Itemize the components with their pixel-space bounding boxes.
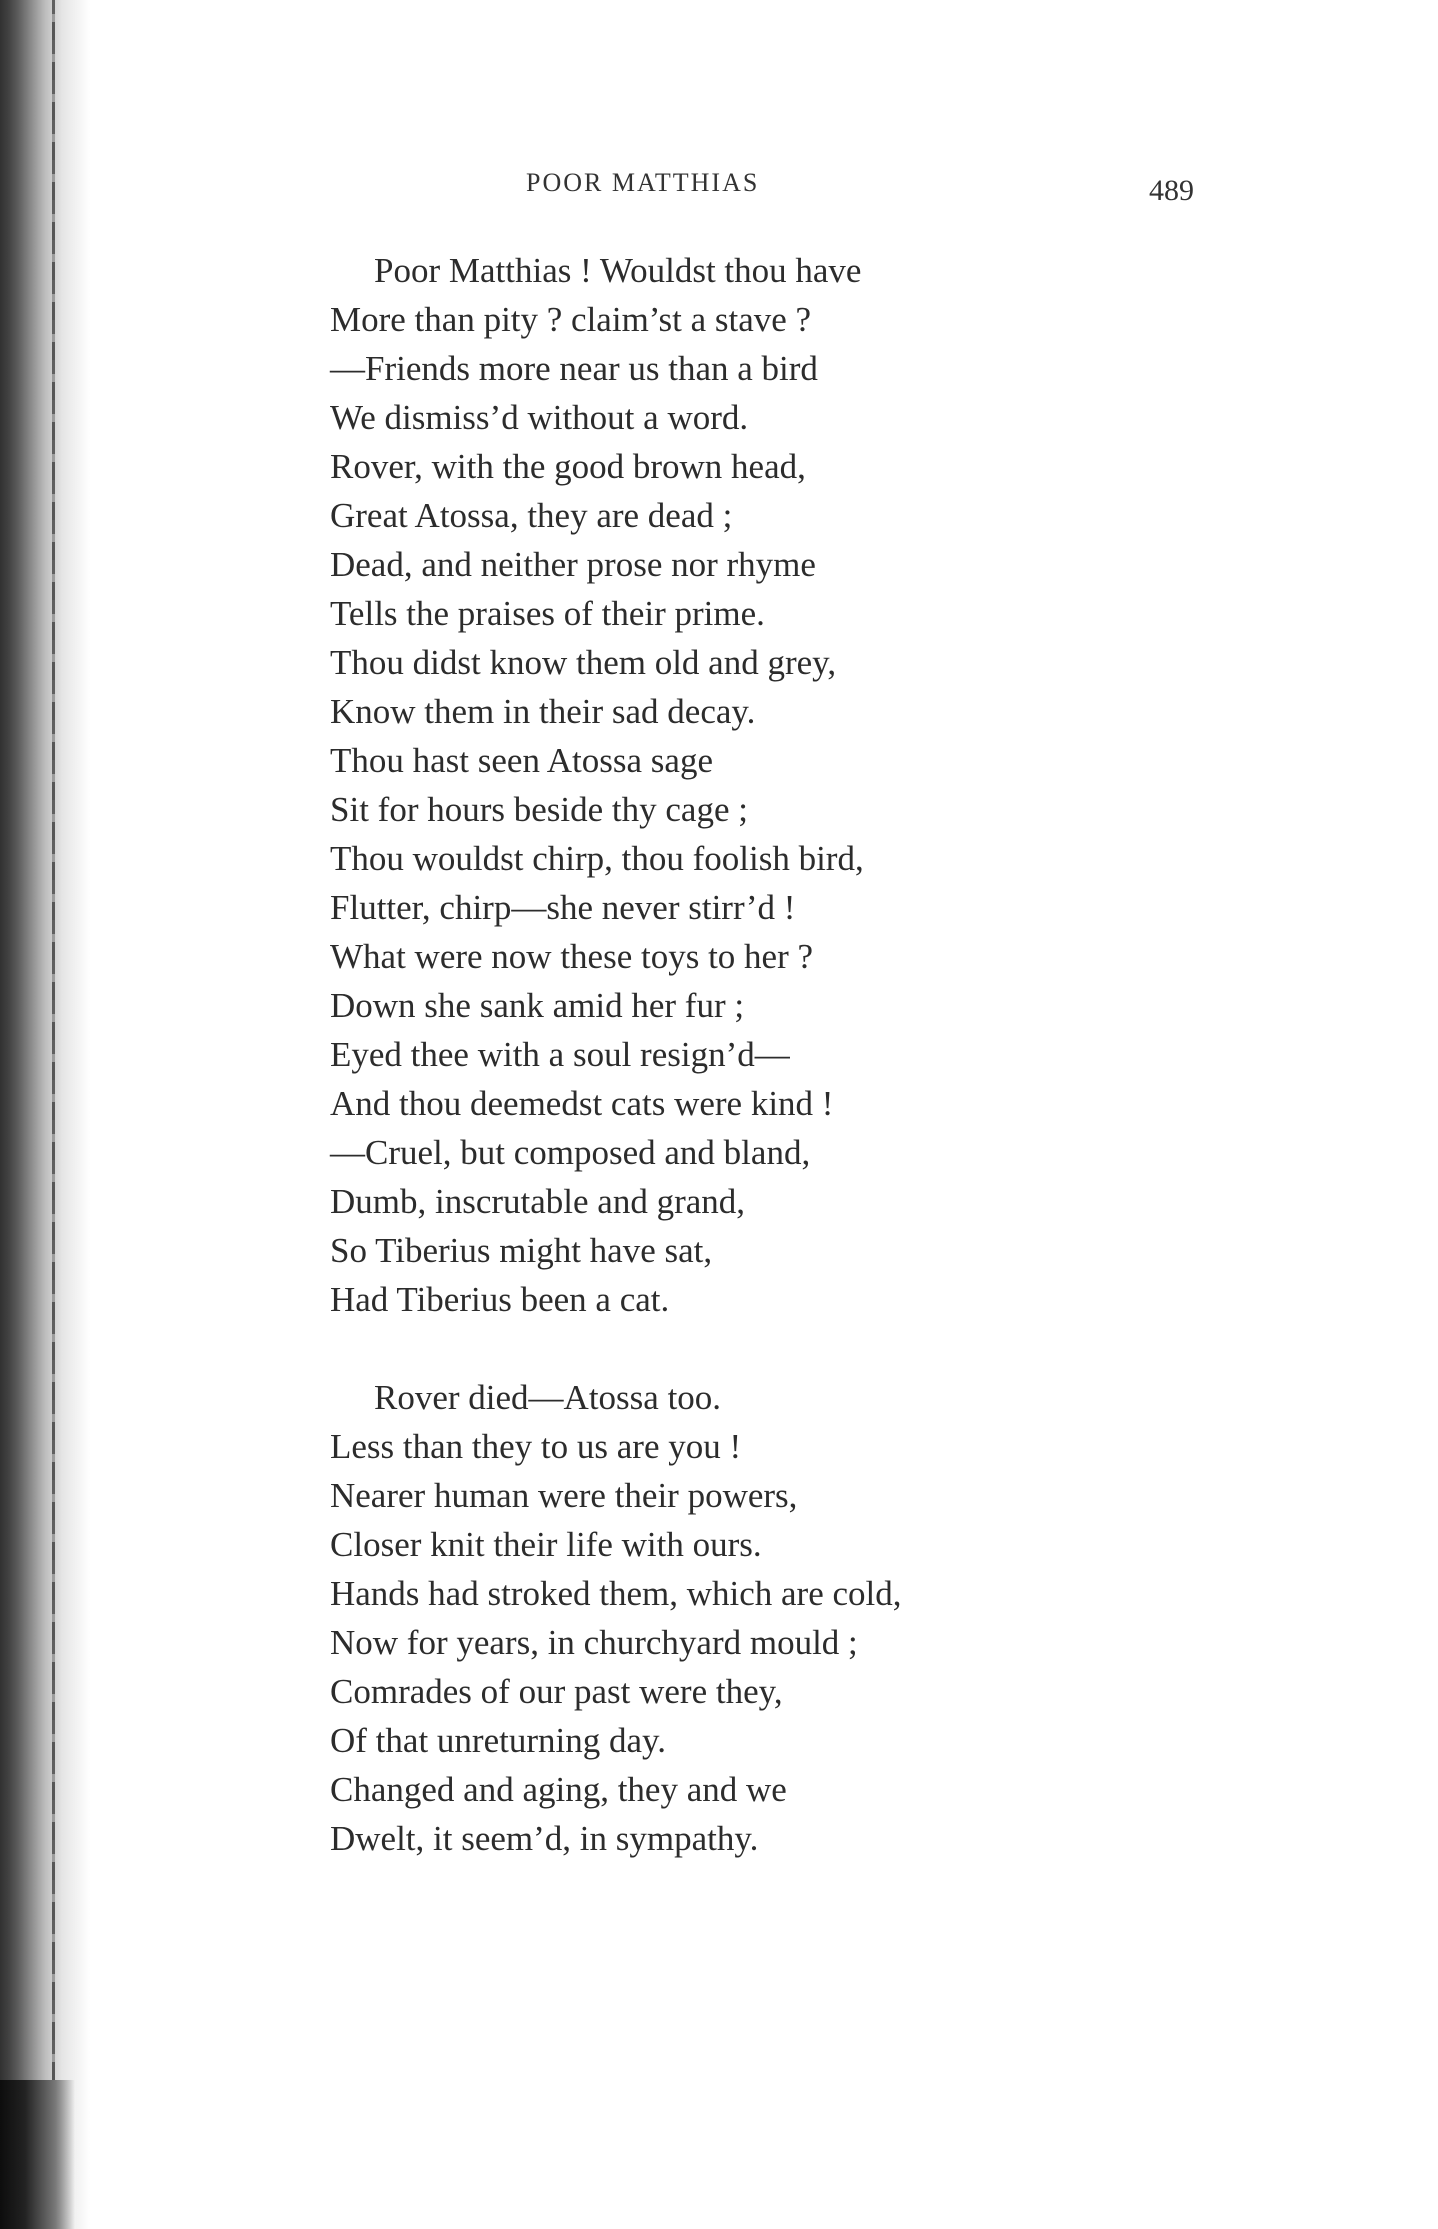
poem-line: Thou didst know them old and grey,	[330, 643, 837, 682]
poem-line: Know them in their sad decay.	[330, 692, 756, 731]
stanza-2	[330, 1373, 1090, 1863]
poem	[330, 246, 1090, 1863]
binding-shadow	[0, 0, 90, 2229]
poem-line: What were now these toys to her ?	[330, 937, 814, 976]
stanza-1	[330, 246, 1090, 1324]
poem-line: Dumb, inscrutable and grand,	[330, 1182, 746, 1221]
poem-line: Eyed thee with a soul resign’d—	[330, 1035, 790, 1074]
poem-line: Nearer human were their powers,	[330, 1476, 798, 1515]
poem-line: More than pity ? claim’st a stave ?	[330, 300, 812, 339]
poem-line: Hands had stroked them, which are cold,	[330, 1574, 902, 1613]
page-title: POOR MATTHIAS	[526, 168, 760, 197]
poem-line: Thou hast seen Atossa sage	[330, 741, 713, 780]
poem-line: Less than they to us are you !	[330, 1427, 742, 1466]
poem-line: Flutter, chirp—she never stirr’d !	[330, 888, 796, 927]
poem-line: Great Atossa, they are dead ;	[330, 496, 733, 535]
poem-line: Rover died—Atossa too.	[374, 1378, 722, 1417]
poem-line: Of that unreturning day.	[330, 1721, 666, 1760]
poem-line: Closer knit their life with ours.	[330, 1525, 762, 1564]
poem-line: —Friends more near us than a bird	[330, 349, 818, 388]
poem-line: Tells the praises of their prime.	[330, 594, 765, 633]
binding-edge	[52, 0, 55, 2229]
poem-line: Had Tiberius been a cat.	[330, 1280, 670, 1319]
poem-line: Sit for hours beside thy cage ;	[330, 790, 748, 829]
poem-line: Thou wouldst chirp, thou foolish bird,	[330, 839, 864, 878]
poem-line: Now for years, in churchyard mould ;	[330, 1623, 858, 1662]
poem-line: Dead, and neither prose nor rhyme	[330, 545, 816, 584]
page-number: 489	[1149, 174, 1194, 207]
poem-line: So Tiberius might have sat,	[330, 1231, 713, 1270]
poem-line: Down she sank amid her fur ;	[330, 986, 745, 1025]
poem-line: Comrades of our past were they,	[330, 1672, 783, 1711]
poem-line: Rover, with the good brown head,	[330, 447, 806, 486]
poem-line: Dwelt, it seem’d, in sympathy.	[330, 1819, 759, 1858]
poem-line: Poor Matthias ! Wouldst thou have	[374, 251, 862, 290]
poem-line: Changed and aging, they and we	[330, 1770, 787, 1809]
poem-line: And thou deemedst cats were kind !	[330, 1084, 834, 1123]
running-head	[0, 168, 1438, 208]
poem-line: —Cruel, but composed and bland,	[330, 1133, 811, 1172]
poem-line: We dismiss’d without a word.	[330, 398, 749, 437]
binding-shadow-bottom	[0, 2080, 75, 2229]
